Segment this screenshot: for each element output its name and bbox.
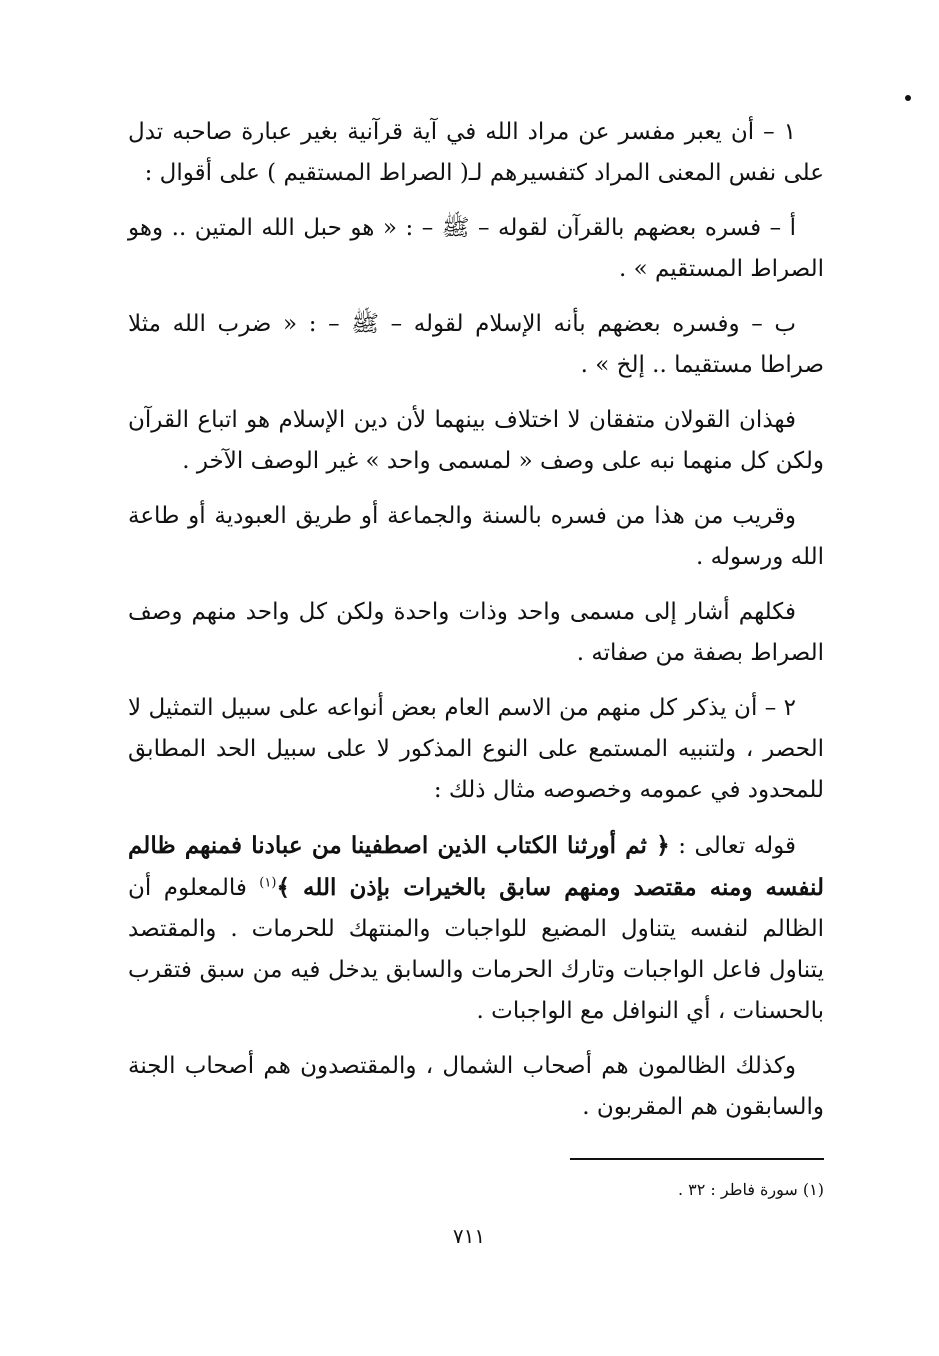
paragraph-1b: ب – وفسره بعضهم بأنه الإسلام لقوله – ﷺ – : « ضرب الله مثلا صراطا مستقيما .. إلخ » . (128, 311, 824, 378)
footnote-separator (570, 1158, 824, 1160)
paragraph-1: ١ – أن يعبر مفسر عن مراد الله في آية قرآنية بغير عبارة صاحبه تدل على نفس المعنى المراد كتفسيرهم لـ( الصراط المستقيم ) على أقوال : (128, 119, 824, 186)
margin-dot (905, 95, 911, 101)
footnote-text: (١) سورة فاطر : ٣٢ . (677, 1180, 824, 1199)
paragraph-1a: أ – فسره بعضهم بالقرآن لقوله – ﷺ – : « هو حبل الله المتين .. وهو الصراط المستقيم » . (128, 215, 824, 282)
paragraph-5: ٢ – أن يذكر كل منهم من الاسم العام بعض أنواعه على سبيل التمثيل لا الحصر ، ولتنبيه المستمع على النوع المذكور لا على سبيل الحد المطابق للمحدود في عمومه وخصوصه مثال ذلك : (128, 695, 824, 803)
paragraph-7: وكذلك الظالمون هم أصحاب الشمال ، والمقتصدون هم أصحاب الجنة والسابقون هم المقربون . (128, 1053, 824, 1120)
verse-intro: قوله تعالى : (669, 833, 796, 859)
verse-commentary: فالمعلوم أن الظالم لنفسه يتناول المضيع للواجبات والمنتهك للحرمات . والمقتصد يتناول فاعل الواجبات وتارك الحرمات والسابق يدخل فيه من سبق فتقرب بالحسنات ، أي النوافل مع الواجبات . (128, 875, 824, 1024)
quran-verse: ﴿ ثم أورثنا الكتاب الذين اصطفينا من عبادنا فمنهم ظالم لنفسه ومنه مقتصد ومنهم سابق بالخيرات بإذن الله ﴾ (128, 832, 824, 901)
main-text (128, 112, 824, 1142)
footnote-marker: (١) (259, 875, 277, 891)
page-number: ٧١١ (452, 1224, 486, 1248)
paragraph-4: فكلهم أشار إلى مسمى واحد وذات واحدة ولكن كل واحد منهم وصف الصراط بصفة من صفاته . (128, 599, 824, 666)
paragraph-3: وقريب من هذا من فسره بالسنة والجماعة أو طريق العبودية أو طاعة الله ورسوله . (128, 503, 824, 570)
paragraph-6-verse (128, 825, 824, 1032)
paragraph-2: فهذان القولان متفقان لا اختلاف بينهما لأن دين الإسلام هو اتباع القرآن ولكن كل منهما نبه على وصف « لمسمى واحد » غير الوصف الآخر . (128, 407, 824, 474)
